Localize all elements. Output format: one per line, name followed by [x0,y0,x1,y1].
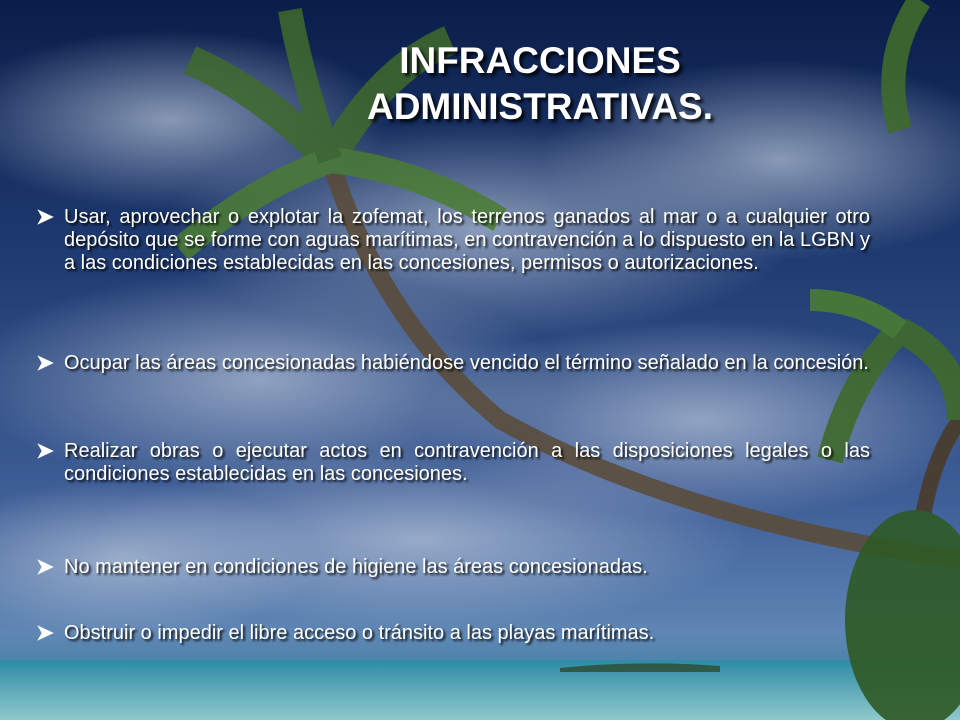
bullet-item [34,556,870,579]
bullet-item [34,352,870,375]
bullet-item [34,440,870,486]
bullet-text: Obstruir o impedir el libre acceso o tránsito a las playas marítimas. [64,622,655,644]
bullet-item [34,622,870,645]
arrowhead-bullet-icon [34,440,56,462]
title-line-2: ADMINISTRATIVAS. [366,86,713,127]
arrowhead-bullet-icon [34,352,56,374]
title-line-1: INFRACCIONES [399,40,681,81]
sea [0,660,960,720]
bullet-text: No mantener en condiciones de higiene las áreas concesionadas. [64,556,648,578]
slide-title [290,38,790,130]
bullet-item [34,206,870,275]
bullet-text: Realizar obras o ejecutar actos en contravención a las disposiciones legales o las condiciones establecidas en las concesiones. [64,440,870,485]
arrowhead-bullet-icon [34,622,56,644]
arrowhead-bullet-icon [34,556,56,578]
bullet-text: Ocupar las áreas concesionadas habiéndose vencido el término señalado en la concesión. [64,352,869,374]
arrowhead-bullet-icon [34,206,56,228]
bullet-text: Usar, aprovechar o explotar la zofemat, los terrenos ganados al mar o a cualquier otro depósito que se forme con aguas marítimas, en contravención a lo dispuesto en la LGBN y a las condiciones establecidas en las concesiones, permisos o autorizaciones. [64,206,871,274]
